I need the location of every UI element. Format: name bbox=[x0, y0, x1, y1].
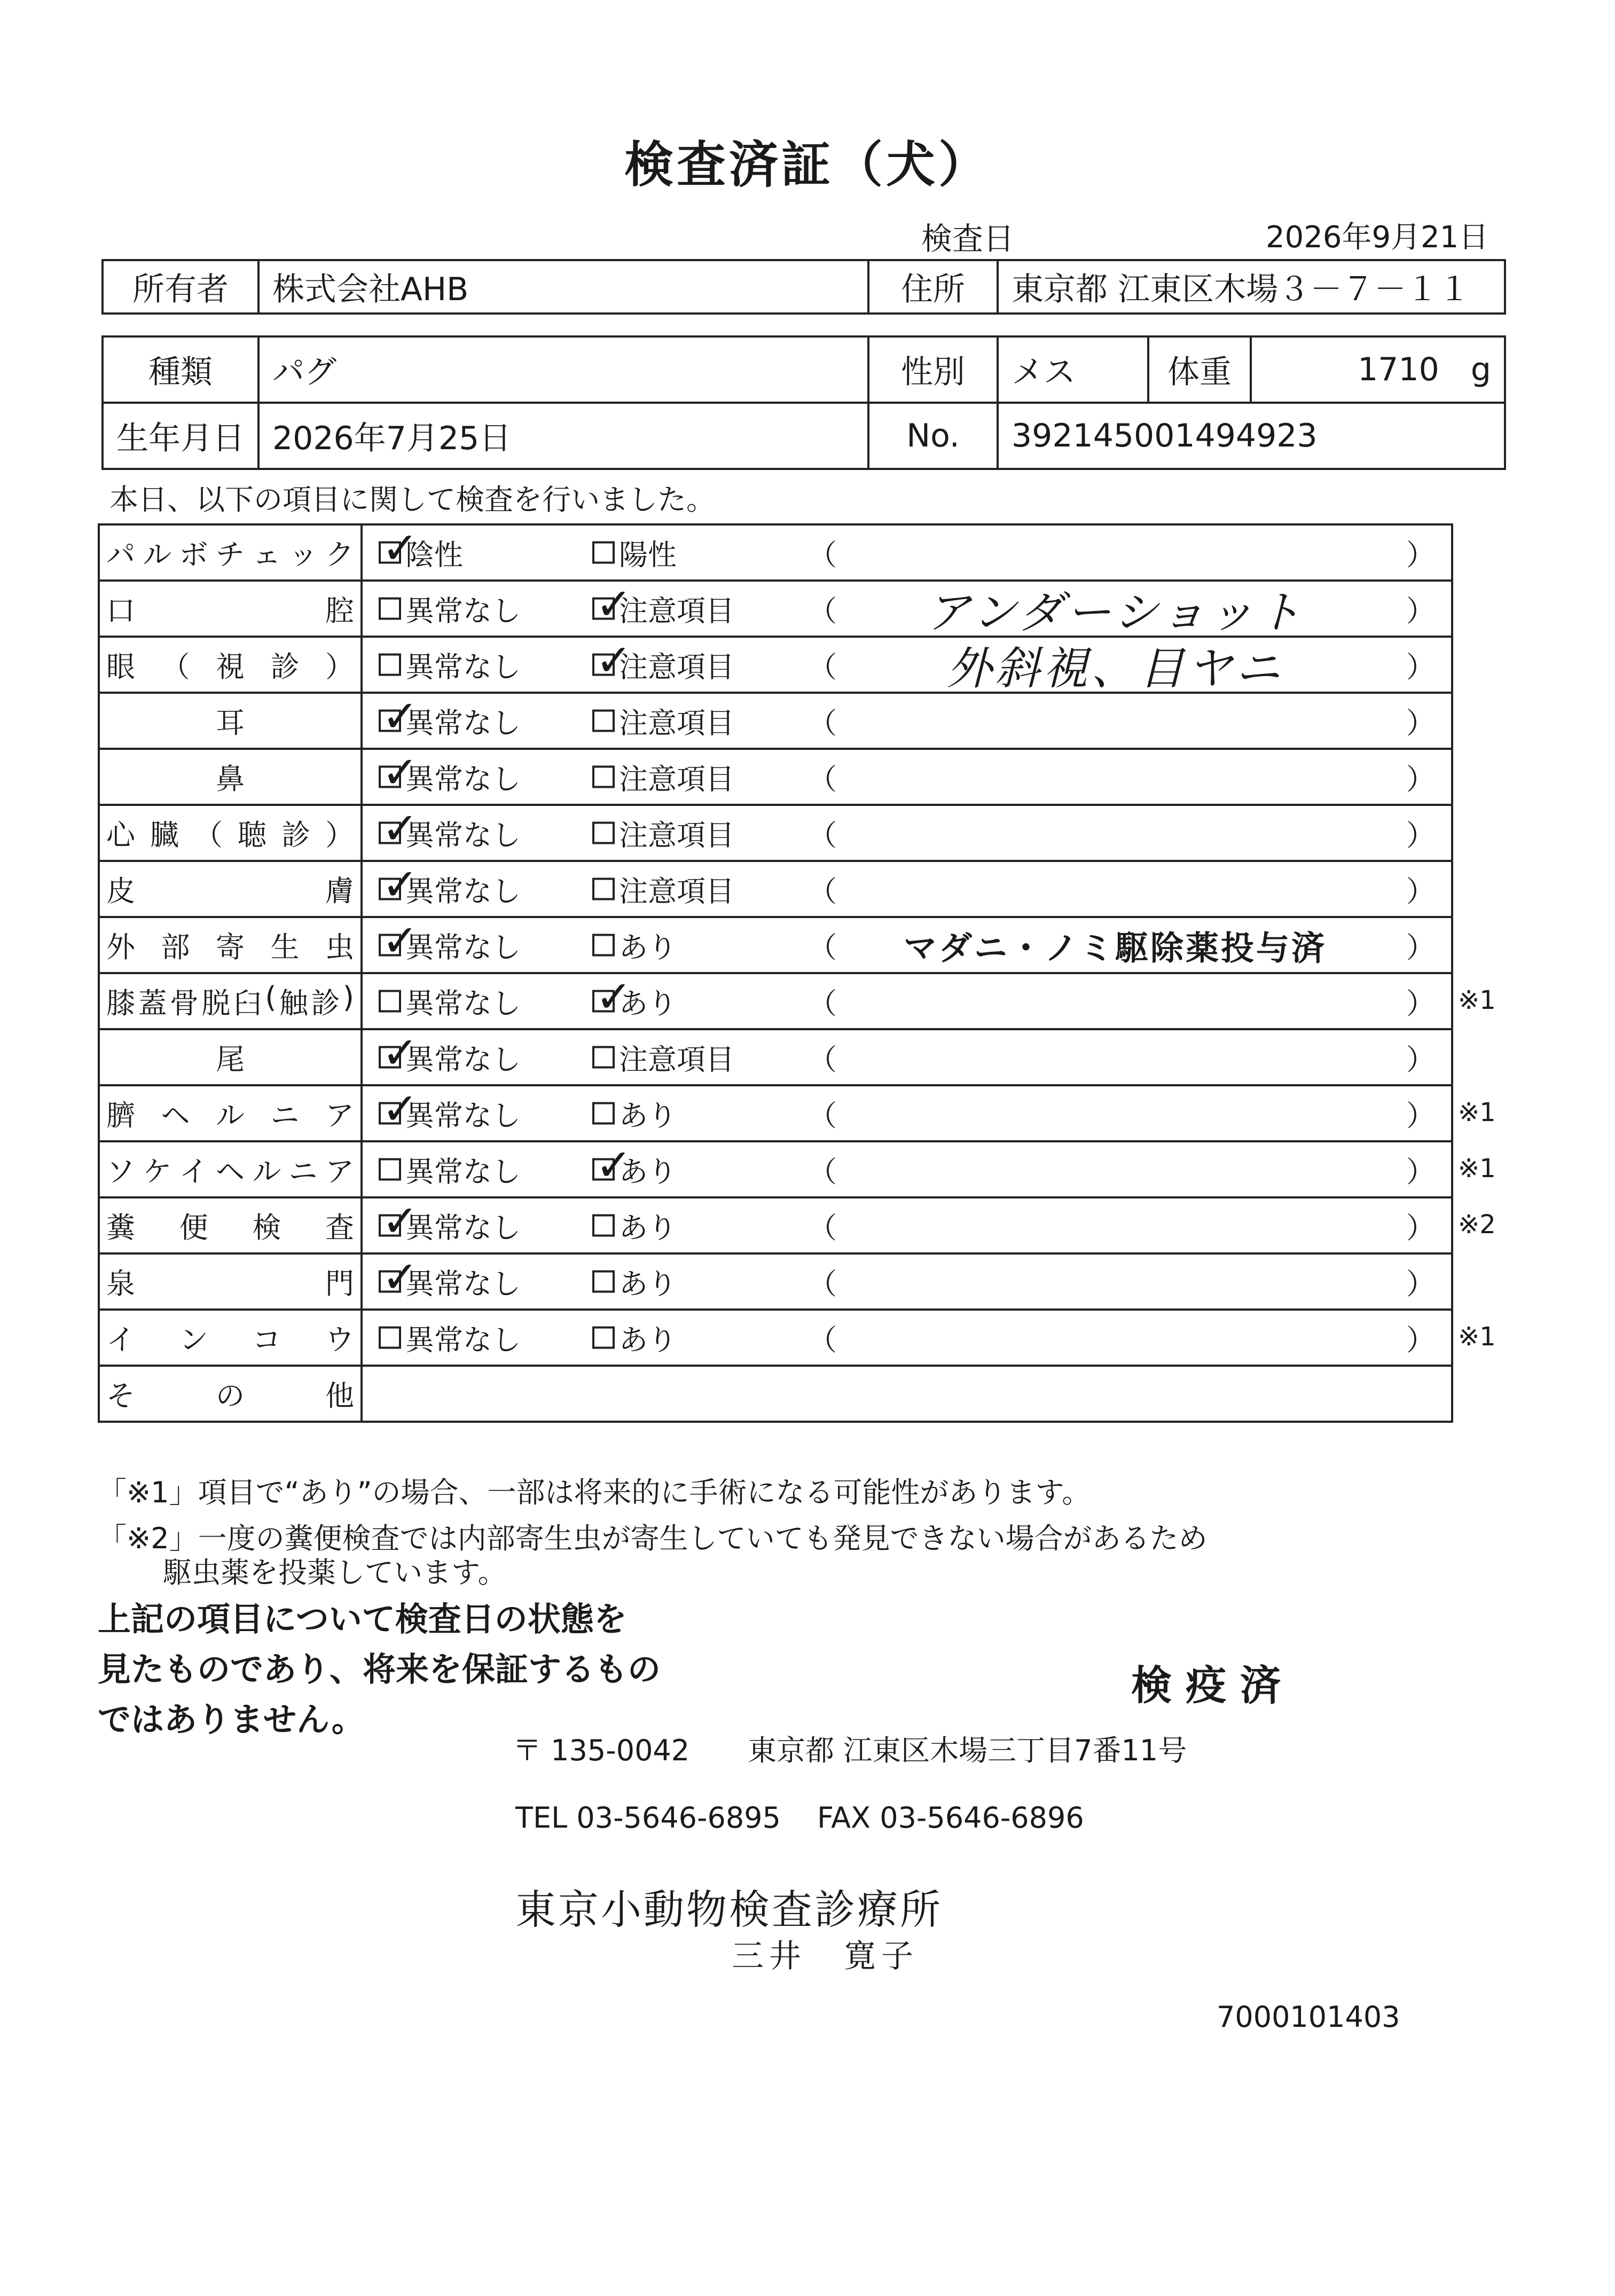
checkbox-2[interactable] bbox=[592, 710, 615, 732]
inspection-row bbox=[99, 1253, 1452, 1310]
paren-open: （ bbox=[808, 818, 837, 852]
label-char: 査 bbox=[325, 1211, 354, 1244]
other-remark-cell bbox=[362, 1366, 1452, 1422]
item-label bbox=[106, 1093, 354, 1134]
label-char: 臼 bbox=[233, 986, 262, 1020]
paren-open: （ bbox=[808, 930, 837, 964]
label-char: ン bbox=[179, 1323, 208, 1357]
option-2-label: あり bbox=[619, 1323, 677, 1357]
paren-close: ） bbox=[1406, 1155, 1435, 1188]
option-2-label: あり bbox=[619, 1099, 677, 1132]
label-char: パ bbox=[106, 538, 135, 571]
inspection-row bbox=[99, 1029, 1452, 1085]
label-char: 触 bbox=[279, 986, 308, 1020]
sex-value: メス bbox=[998, 336, 1148, 403]
option-1 bbox=[379, 1093, 521, 1134]
paren-open: （ bbox=[808, 1155, 837, 1188]
footnote-3: 駆虫薬を投薬しています。 bbox=[163, 1556, 507, 1589]
option-2 bbox=[592, 1205, 677, 1246]
option-1-label: 陰性 bbox=[405, 538, 463, 571]
owner-label: 所有者 bbox=[103, 260, 258, 314]
option-2-label: 注意項目 bbox=[619, 818, 734, 852]
checkbox-1[interactable] bbox=[379, 822, 401, 844]
label-char: 視 bbox=[216, 650, 245, 684]
disclaimer-line-3: ではありません。 bbox=[98, 1700, 365, 1739]
item-label bbox=[106, 644, 354, 685]
item-result-cell bbox=[362, 1085, 1452, 1141]
item-note: ※2 bbox=[1458, 1209, 1496, 1240]
weight-label: 体重 bbox=[1148, 336, 1251, 403]
address-label: 住所 bbox=[868, 260, 998, 314]
label-char: ヘ bbox=[215, 1155, 245, 1188]
label-char: 診 bbox=[281, 818, 310, 852]
label-char: 皮 bbox=[106, 874, 135, 908]
option-2 bbox=[592, 1261, 677, 1302]
label-char: 診 bbox=[311, 986, 340, 1020]
inspection-row bbox=[99, 581, 1452, 637]
option-1 bbox=[379, 1037, 521, 1078]
option-1-label: 異常なし bbox=[405, 874, 521, 908]
item-result-cell bbox=[362, 1029, 1452, 1085]
checkbox-2[interactable] bbox=[592, 1046, 615, 1069]
option-1 bbox=[379, 812, 521, 853]
item-note: ※1 bbox=[1458, 1097, 1496, 1127]
paren-open: （ bbox=[808, 706, 837, 740]
item-label-cell bbox=[99, 1141, 362, 1197]
option-1-label: 異常なし bbox=[405, 762, 521, 796]
checkbox-2[interactable] bbox=[592, 766, 615, 788]
label-char: ル bbox=[216, 1099, 245, 1132]
label-char: 臍 bbox=[106, 1099, 135, 1132]
birth-value: 2026年7月25日 bbox=[258, 403, 868, 469]
clinic-address: 東京都 江東区木場三丁目7番11号 bbox=[748, 1734, 1187, 1767]
label-char: ア bbox=[325, 1099, 354, 1132]
item-label bbox=[106, 1149, 354, 1190]
label-char: 膝 bbox=[106, 986, 135, 1020]
label-char: 外 bbox=[106, 930, 135, 964]
item-remark: アンダーショット bbox=[926, 586, 1305, 638]
paren-close: ） bbox=[1406, 1211, 1435, 1244]
option-1-label: 異常なし bbox=[405, 1155, 521, 1188]
option-2 bbox=[592, 981, 677, 1022]
item-result-cell bbox=[362, 1253, 1452, 1310]
label-char: 聴 bbox=[238, 818, 266, 852]
label-char: ア bbox=[325, 1155, 354, 1188]
label-char: イ bbox=[179, 1155, 208, 1188]
label-char: ェ bbox=[252, 538, 281, 571]
paren-open: （ bbox=[808, 762, 837, 796]
option-1-label: 異常なし bbox=[405, 986, 521, 1020]
option-2 bbox=[592, 532, 677, 573]
option-1 bbox=[379, 1261, 521, 1302]
option-2 bbox=[592, 1317, 677, 1358]
checkbox-2[interactable] bbox=[592, 1102, 615, 1125]
label-char: 腔 bbox=[325, 594, 354, 628]
intro-text: 本日、以下の項目に関して検査を行いました。 bbox=[109, 483, 715, 516]
item-label-cell bbox=[99, 524, 362, 581]
checkbox-2[interactable] bbox=[592, 878, 615, 900]
number-label: No. bbox=[868, 403, 998, 469]
option-2 bbox=[592, 644, 734, 685]
item-label-cell bbox=[99, 581, 362, 637]
option-1-label: 異常なし bbox=[405, 650, 521, 684]
label-char: （ bbox=[194, 818, 223, 852]
option-2-label: あり bbox=[619, 930, 677, 964]
checkbox-1[interactable] bbox=[379, 542, 401, 564]
option-1 bbox=[379, 588, 521, 629]
inspection-date-label: 検査日 bbox=[921, 221, 1015, 257]
item-label bbox=[106, 1205, 354, 1246]
option-1 bbox=[379, 981, 521, 1022]
veterinarian-name: 三井 寛子 bbox=[732, 1938, 919, 1975]
paren-close: ） bbox=[1406, 818, 1435, 852]
paren-open: （ bbox=[808, 986, 837, 1020]
document-title: 検査済証（犬） bbox=[624, 136, 991, 193]
paren-open: （ bbox=[808, 1043, 837, 1076]
item-result-cell bbox=[362, 1141, 1452, 1197]
item-result-cell bbox=[362, 581, 1452, 637]
other-label bbox=[106, 1373, 354, 1414]
label-char: コ bbox=[252, 1323, 281, 1357]
label-char: 膚 bbox=[325, 874, 354, 908]
item-result-cell bbox=[362, 805, 1452, 861]
inspection-row bbox=[99, 1141, 1452, 1197]
label-char: 眼 bbox=[106, 650, 135, 684]
label-char: ニ bbox=[270, 1099, 300, 1132]
checkbox-2[interactable] bbox=[592, 1214, 615, 1237]
option-1-label: 異常なし bbox=[405, 594, 521, 628]
paren-close: ） bbox=[1406, 874, 1435, 908]
label-char: 心 bbox=[106, 818, 135, 852]
label-char: 便 bbox=[179, 1211, 208, 1244]
label-char: チ bbox=[215, 538, 245, 571]
inspection-row bbox=[99, 637, 1452, 693]
item-label bbox=[106, 1317, 354, 1358]
option-1 bbox=[379, 1317, 521, 1358]
checkbox-2[interactable] bbox=[592, 1158, 615, 1181]
paren-close: ） bbox=[1406, 1323, 1435, 1357]
disclaimer bbox=[98, 1594, 661, 1745]
item-result-cell bbox=[362, 917, 1452, 973]
option-2-label: 注意項目 bbox=[619, 1043, 734, 1076]
weight-cell bbox=[1251, 336, 1505, 403]
label-char: 脱 bbox=[201, 986, 231, 1020]
item-note: ※1 bbox=[1458, 1321, 1496, 1352]
label-char: 蓋 bbox=[138, 986, 167, 1020]
number-value: 392145001494923 bbox=[998, 403, 1505, 469]
label-char: 虫 bbox=[325, 930, 354, 964]
checkbox-2[interactable] bbox=[592, 654, 615, 676]
label-char: ニ bbox=[288, 1155, 318, 1188]
paren-open: （ bbox=[808, 1323, 837, 1357]
weight-unit: g bbox=[1470, 351, 1491, 388]
label-char: ヘ bbox=[161, 1099, 190, 1132]
item-label-cell bbox=[99, 1197, 362, 1253]
inspection-row bbox=[99, 973, 1452, 1029]
inspection-row bbox=[99, 917, 1452, 973]
paren-open: （ bbox=[808, 538, 837, 571]
inspection-row bbox=[99, 693, 1452, 749]
option-1 bbox=[379, 924, 521, 966]
option-2 bbox=[592, 868, 734, 910]
paren-close: ） bbox=[1406, 1267, 1435, 1300]
owner-info-table bbox=[101, 259, 1506, 315]
item-label-cell bbox=[99, 861, 362, 917]
option-2 bbox=[592, 1037, 734, 1078]
disclaimer-line-1: 上記の項目について検査日の状態を bbox=[98, 1600, 627, 1639]
option-1-label: 異常なし bbox=[405, 1323, 521, 1357]
inspection-row bbox=[99, 524, 1452, 581]
label-char: 他 bbox=[325, 1379, 354, 1413]
option-1-label: 異常なし bbox=[405, 930, 521, 964]
item-label bbox=[106, 924, 354, 966]
item-label-cell bbox=[99, 917, 362, 973]
inspection-items-table bbox=[98, 523, 1453, 1423]
clinic-fax: FAX 03-5646-6896 bbox=[817, 1801, 1084, 1835]
footnote-1: 「※1」項目で“あり”の場合、一部は将来的に手術になる可能性があります。 bbox=[98, 1476, 1091, 1509]
checkbox-1[interactable] bbox=[379, 990, 401, 1013]
disclaimer-line-2: 見たものであり、将来を保証するもの bbox=[98, 1650, 661, 1689]
quarantine-stamp: 検疫済 bbox=[1131, 1662, 1295, 1709]
checkbox-2[interactable] bbox=[592, 1271, 615, 1293]
item-label-cell bbox=[99, 1310, 362, 1366]
item-label-cell bbox=[99, 805, 362, 861]
checkbox-1[interactable] bbox=[379, 766, 401, 788]
paren-close: ） bbox=[1406, 1043, 1435, 1076]
paren-close: ） bbox=[1406, 538, 1435, 571]
paren-close: ） bbox=[1406, 1099, 1435, 1132]
label-char: 泉 bbox=[106, 1267, 135, 1300]
item-label-cell bbox=[99, 973, 362, 1029]
label-char: ク bbox=[325, 538, 354, 571]
checkbox-1[interactable] bbox=[379, 1214, 401, 1237]
sex-label: 性別 bbox=[868, 336, 998, 403]
checkbox-1[interactable] bbox=[379, 934, 401, 957]
label-char: 臓 bbox=[150, 818, 179, 852]
other-row bbox=[99, 1366, 1452, 1422]
label-char: 診 bbox=[270, 650, 300, 684]
item-result-cell bbox=[362, 524, 1452, 581]
paren-open: （ bbox=[808, 1211, 837, 1244]
item-label bbox=[106, 532, 354, 573]
item-label bbox=[106, 868, 354, 910]
checkbox-2[interactable] bbox=[592, 598, 615, 620]
label-char: ッ bbox=[288, 538, 318, 571]
option-1 bbox=[379, 868, 521, 910]
option-2-label: あり bbox=[619, 1211, 677, 1244]
item-note: ※1 bbox=[1458, 985, 1496, 1015]
breed-value: パグ bbox=[258, 336, 868, 403]
paren-close: ） bbox=[1406, 930, 1435, 964]
owner-value: 株式会社AHB bbox=[258, 260, 868, 314]
postal-code: 〒 135-0042 bbox=[513, 1734, 690, 1767]
inspection-row bbox=[99, 805, 1452, 861]
checkbox-2[interactable] bbox=[592, 1327, 615, 1349]
inspection-row bbox=[99, 749, 1452, 805]
animal-info-table bbox=[101, 335, 1506, 470]
label-char: ( bbox=[265, 981, 277, 1014]
option-2-label: 注意項目 bbox=[619, 594, 734, 628]
label-char: ソ bbox=[106, 1155, 135, 1188]
paren-open: （ bbox=[808, 874, 837, 908]
paren-close: ） bbox=[1406, 762, 1435, 796]
item-label-cell bbox=[99, 637, 362, 693]
inspection-row bbox=[99, 1085, 1452, 1141]
label-char: ） bbox=[325, 650, 354, 684]
paren-close: ） bbox=[1406, 986, 1435, 1020]
inspection-row bbox=[99, 1310, 1452, 1366]
paren-open: （ bbox=[808, 594, 837, 628]
option-2-label: あり bbox=[619, 986, 677, 1020]
item-label bbox=[106, 981, 354, 1022]
option-1 bbox=[379, 700, 521, 741]
label-char: 骨 bbox=[169, 986, 199, 1020]
label-char: ル bbox=[143, 538, 172, 571]
breed-label: 種類 bbox=[103, 336, 258, 403]
item-label bbox=[106, 1261, 354, 1302]
paren-open: （ bbox=[808, 650, 837, 684]
checkbox-1[interactable] bbox=[379, 654, 401, 676]
option-2 bbox=[592, 588, 734, 629]
inspection-row bbox=[99, 861, 1452, 917]
item-remark: マダニ・ノミ駆除薬投与済 bbox=[903, 928, 1327, 967]
option-1 bbox=[379, 1149, 521, 1190]
paren-open: （ bbox=[808, 1099, 837, 1132]
inspection-row bbox=[99, 1197, 1452, 1253]
option-2-label: 注意項目 bbox=[619, 706, 734, 740]
address-value: 東京都 江東区木場３－７－１１ bbox=[998, 260, 1505, 314]
label-char: 検 bbox=[252, 1211, 281, 1244]
item-result-cell bbox=[362, 749, 1452, 805]
option-1-label: 異常なし bbox=[405, 1267, 521, 1300]
option-2 bbox=[592, 1093, 677, 1134]
item-result-cell bbox=[362, 637, 1452, 693]
checkbox-2[interactable] bbox=[592, 822, 615, 844]
item-label-cell bbox=[99, 1253, 362, 1310]
label-char: 口 bbox=[106, 594, 135, 628]
footnote-2: 「※2」一度の糞便検査では内部寄生虫が寄生していても発見できない場合があるため bbox=[98, 1522, 1208, 1555]
checkbox-1[interactable] bbox=[379, 1158, 401, 1181]
label-char: ケ bbox=[143, 1155, 172, 1188]
label-char: 門 bbox=[325, 1267, 354, 1300]
item-result-cell bbox=[362, 861, 1452, 917]
label-char: ウ bbox=[325, 1323, 354, 1357]
label-char: の bbox=[216, 1379, 245, 1413]
item-label: 耳 bbox=[216, 706, 245, 740]
checkbox-1[interactable] bbox=[379, 1327, 401, 1349]
option-2-label: 注意項目 bbox=[619, 874, 734, 908]
label-char: イ bbox=[106, 1323, 135, 1357]
label-char: 部 bbox=[161, 930, 190, 964]
option-2 bbox=[592, 924, 677, 966]
option-1 bbox=[379, 756, 521, 797]
label-char: 生 bbox=[270, 930, 300, 964]
item-remark: 外斜視、目ヤニ bbox=[946, 642, 1283, 694]
option-1 bbox=[379, 1205, 521, 1246]
paren-close: ） bbox=[1406, 594, 1435, 628]
checkbox-1[interactable] bbox=[379, 710, 401, 732]
item-note: ※1 bbox=[1458, 1153, 1496, 1184]
label-char: 寄 bbox=[216, 930, 245, 964]
label-char: そ bbox=[106, 1379, 135, 1413]
other-label-cell bbox=[99, 1366, 362, 1422]
item-label bbox=[106, 812, 354, 853]
checkbox-2[interactable] bbox=[592, 542, 615, 564]
item-label: 鼻 bbox=[216, 762, 245, 796]
option-2 bbox=[592, 812, 734, 853]
clinic-phone: TEL 03-5646-6895 bbox=[515, 1801, 781, 1835]
label-char: ボ bbox=[179, 538, 208, 571]
checkbox-1[interactable] bbox=[379, 598, 401, 620]
option-1-label: 異常なし bbox=[405, 706, 521, 740]
document-code: 7000101403 bbox=[1217, 2000, 1400, 2034]
item-result-cell bbox=[362, 693, 1452, 749]
paren-close: ） bbox=[1406, 650, 1435, 684]
option-2 bbox=[592, 756, 734, 797]
option-2-label: あり bbox=[619, 1267, 677, 1300]
checkbox-2[interactable] bbox=[592, 990, 615, 1013]
checkbox-1[interactable] bbox=[379, 1102, 401, 1125]
paren-close: ） bbox=[1406, 706, 1435, 740]
option-1-label: 異常なし bbox=[405, 818, 521, 852]
label-char: ) bbox=[342, 981, 354, 1014]
item-result-cell bbox=[362, 973, 1452, 1029]
paren-open: （ bbox=[808, 1267, 837, 1300]
item-label-cell bbox=[99, 693, 362, 749]
label-char: ル bbox=[252, 1155, 281, 1188]
option-2-label: 注意項目 bbox=[619, 650, 734, 684]
clinic-name: 東京小動物検査診療所 bbox=[515, 1886, 943, 1933]
option-1-label: 異常なし bbox=[405, 1211, 521, 1244]
option-2-label: 陽性 bbox=[619, 538, 677, 571]
birth-label: 生年月日 bbox=[103, 403, 258, 469]
item-label-cell bbox=[99, 749, 362, 805]
label-char: 糞 bbox=[106, 1211, 135, 1244]
option-1-label: 異常なし bbox=[405, 1043, 521, 1076]
item-label-cell bbox=[99, 1085, 362, 1141]
checkbox-2[interactable] bbox=[592, 934, 615, 957]
label-char: （ bbox=[161, 650, 190, 684]
item-result-cell bbox=[362, 1197, 1452, 1253]
item-label-cell bbox=[99, 1029, 362, 1085]
option-1 bbox=[379, 644, 521, 685]
checkbox-1[interactable] bbox=[379, 878, 401, 900]
option-1-label: 異常なし bbox=[405, 1099, 521, 1132]
item-label bbox=[106, 588, 354, 629]
option-2-label: あり bbox=[619, 1155, 677, 1188]
option-2 bbox=[592, 700, 734, 741]
weight-value: 1710 bbox=[1358, 351, 1439, 388]
checkbox-1[interactable] bbox=[379, 1271, 401, 1293]
inspection-date: 2026年9月21日 bbox=[1266, 220, 1489, 255]
option-2-label: 注意項目 bbox=[619, 762, 734, 796]
label-char: ） bbox=[325, 818, 354, 852]
option-2 bbox=[592, 1149, 677, 1190]
option-1 bbox=[379, 532, 463, 573]
item-result-cell bbox=[362, 1310, 1452, 1366]
checkbox-1[interactable] bbox=[379, 1046, 401, 1069]
item-label: 尾 bbox=[216, 1043, 245, 1076]
